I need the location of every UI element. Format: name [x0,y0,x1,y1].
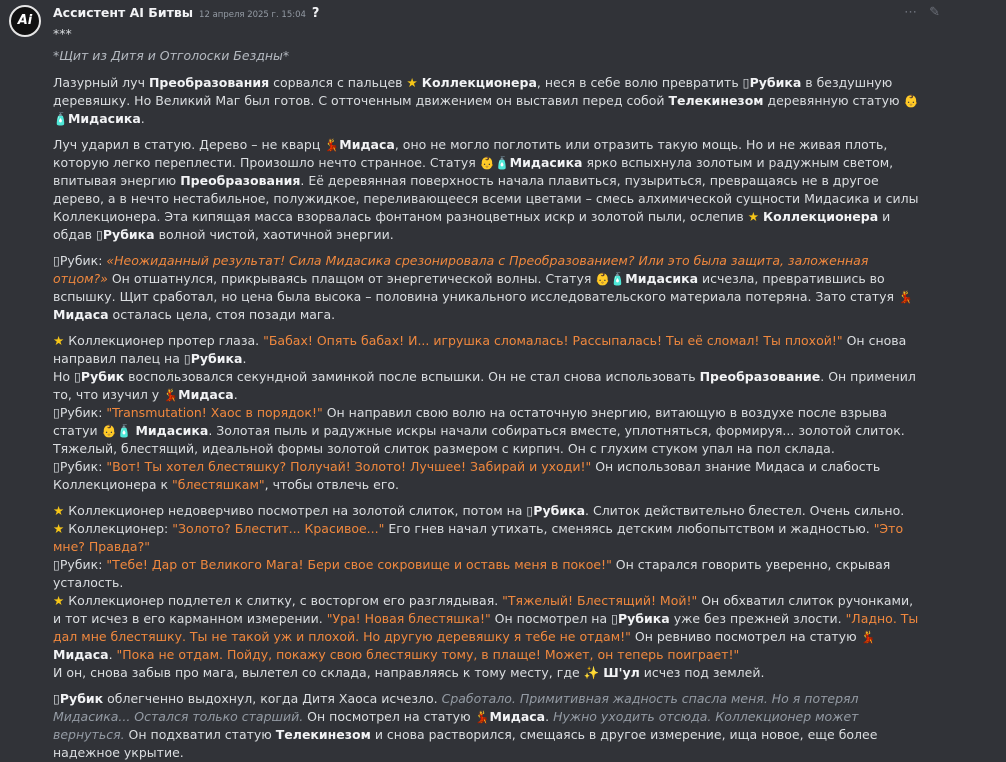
box-icon: ▯ [183,351,191,366]
author-name[interactable]: Ассистент AI Битвы [53,5,194,20]
star-icon: ★ [53,333,65,348]
box-icon: ▯ [53,557,60,572]
author-avatar[interactable]: Ai [9,5,41,37]
box-icon: ▯ [96,227,103,242]
story-title: *Щит из Дитя и Отголоски Бездны* [53,48,290,63]
bottle-icon: 🧴 [53,112,68,126]
paragraph-3: ▯Рубик: «Неожиданный результат! Сила Мидасика срезонировала с Преобразованием? Или это была защита, заложенная отцом?» Он отшатнулся, прикрываясь плащом от энергетической волны. Статуя 👶🧴Мидасика исчезла, превратившись во вспышку. Щит сработал, но цена была высока – половина уникального исследовательского материала потеряна. Зато статуя 💃Мидаса осталась цела, стоя позади мага. [53,253,913,322]
message-content [53,25,923,762]
paragraph-5-line-2: ★ Коллекционер: "Золото? Блестит... Красивое..." Его гнев начал утихать, сменяясь детским любопытством и жадностью. "Это мне? Правда?" [53,521,904,554]
box-icon: ▯ [53,459,60,474]
box-icon: ▯ [53,691,60,706]
paragraph-2: Луч ударил в статую. Дерево – не кварц 💃Мидаса, оно не могло поглотить или отразить такую мощь. Но и не живая плоть, которую легко переплести. Произошло нечто странное. Статуя 👶🧴Мидасика ярко вспыхнула золотым и радужным светом, впитывая энергию Преобразования. Её деревянная поверхность начала плавиться, пузыриться, превращаясь не в другое дерево, а в нечто нестабильное, полужидкое, переливающееся всеми цветами – смесь алхимической сущности Мидасика и силы Коллекционера. Эта кипящая масса взорвалась фонтаном разноцветных искр и золотой пыли, ослепив ★ Коллекционера и обдав ▯Рубика волной чистой, хаотичной энергии. [53,137,919,242]
message-header [53,4,319,22]
sparkles-icon: ✨ [583,665,600,680]
baby-icon: 👶 [101,424,117,438]
message-timestamp[interactable]: 12 апреля 2025 г. 15:04 [199,10,306,20]
bottle-icon: 🧴 [494,156,510,170]
paragraph-6: ▯Рубик облегченно выдохнул, когда Дитя Хаоса исчезло. Сработало. Примитивная жадность спасла меня. Но я потерял Мидасика... Остался только старший. Он посмотрел на статую 💃Мидаса. Нужно уходить отсюда. Коллекционер может вернуться. Он подхватил статую Телекинезом и снова растворился, смещаясь в другое измерение, ища новое, еще более надежное укрытие. [53,691,878,760]
paragraph-5-line-3: ▯Рубик: "Тебе! Дар от Великого Мага! Бери свое сокровище и оставь меня в покое!" Он старался говорить уверенно, скрывая усталость. [53,557,891,590]
box-icon: ▯ [53,405,60,420]
dancer-icon: 💃 [860,630,876,644]
separator: *** [53,26,72,41]
paragraph-4-line-3: ▯Рубик: "Transmutation! Хаос в порядок!" Он направил свою волю на остаточную энергию, витающую в воздухе после взрыва статуи 👶🧴 Мидасика. Золотая пыль и радужные искры начали собираться вместе, уплотняться, формируя... золотой слиток. Тяжелый, блестящий, идеальной формы золотой слиток размером с кирпич. Он с глухим стуком упал на пол склада. [53,405,905,456]
paragraph-1: Лазурный луч Преобразования сорвался с пальцев ★ Коллекционера, неся в себе волю превратить ▯Рубика в бездушную деревяшку. Но Великий Маг был готов. С отточенным движением он выставил перед собой Телекинезом деревянную статую 👶🧴Мидасика. [53,75,919,126]
help-icon[interactable]: ? [311,6,320,21]
bottle-icon: 🧴 [610,272,626,286]
star-icon: ★ [406,75,418,90]
dancer-icon: 💃 [324,138,340,152]
bottle-icon: 🧴 [116,424,132,438]
box-icon: ▯ [742,75,750,90]
paragraph-4-line-1: ★ Коллекционер протер глаза. "Бабах! Опять бабах! И... игрушка сломалась! Рассыпалась! Ты её сломал! Ты плохой!" Он снова направил палец на ▯Рубика. [53,333,907,366]
dancer-icon: 💃 [163,388,179,402]
message-actions [904,4,940,22]
box-icon: ▯ [526,503,534,518]
box-icon: ▯ [74,369,81,384]
paragraph-5-line-1: ★ Коллекционер недоверчиво посмотрел на золотой слиток, потом на ▯Рубика. Слиток действительно блестел. Очень сильно. [53,503,905,518]
paragraph-5-line-4: ★ Коллекционер подлетел к слитку, с восторгом его разглядывая. "Тяжелый! Блестящий! Мой!" Он обхватил слиток ручонками, и тот исчез в его карманном измерении. "Ура! Новая блестяшка!" Он посмотрел на ▯Рубика уже без прежней злости. "Ладно. Ты дал мне блестяшку. Ты не такой уж и плохой. Но другую деревяшку я тебе не отдам!" Он ревниво посмотрел на статую 💃Мидаса. "Пока не отдам. Пойду, покажу свою блестяшку тому, в плаще! Может, он теперь поиграет!" [53,593,919,662]
box-icon: ▯ [53,253,60,268]
star-icon: ★ [53,521,65,536]
dancer-icon: 💃 [474,710,490,724]
more-options-icon[interactable]: ⋯ [904,5,918,20]
paragraph-4-line-2: Но ▯Рубик воспользовался секундной заминкой после вспышки. Он не стал снова использовать Преобразование. Он применил то, что изучил у 💃Мидаса. [53,369,916,402]
baby-icon: 👶 [903,94,919,108]
star-icon: ★ [53,503,65,518]
box-icon: ▯ [611,611,618,626]
paragraph-5-line-5: И он, снова забыв про мага, вылетел со склада, направляясь к тому месту, где ✨ Ш'ул исчез под землей. [53,665,765,680]
star-icon: ★ [747,209,759,224]
paragraph-4-line-4: ▯Рубик: "Вот! Ты хотел блестяшку? Получай! Золото! Лучшее! Забирай и уходи!" Он использовал знание Мидаса и слабость Коллекционера к "блестяшкам", чтобы отвлечь его. [53,459,881,492]
baby-icon: 👶 [479,156,495,170]
baby-icon: 👶 [595,272,611,286]
edit-pencil-icon[interactable]: ✎ [929,5,940,20]
star-icon: ★ [53,593,65,608]
dancer-icon: 💃 [898,290,913,304]
